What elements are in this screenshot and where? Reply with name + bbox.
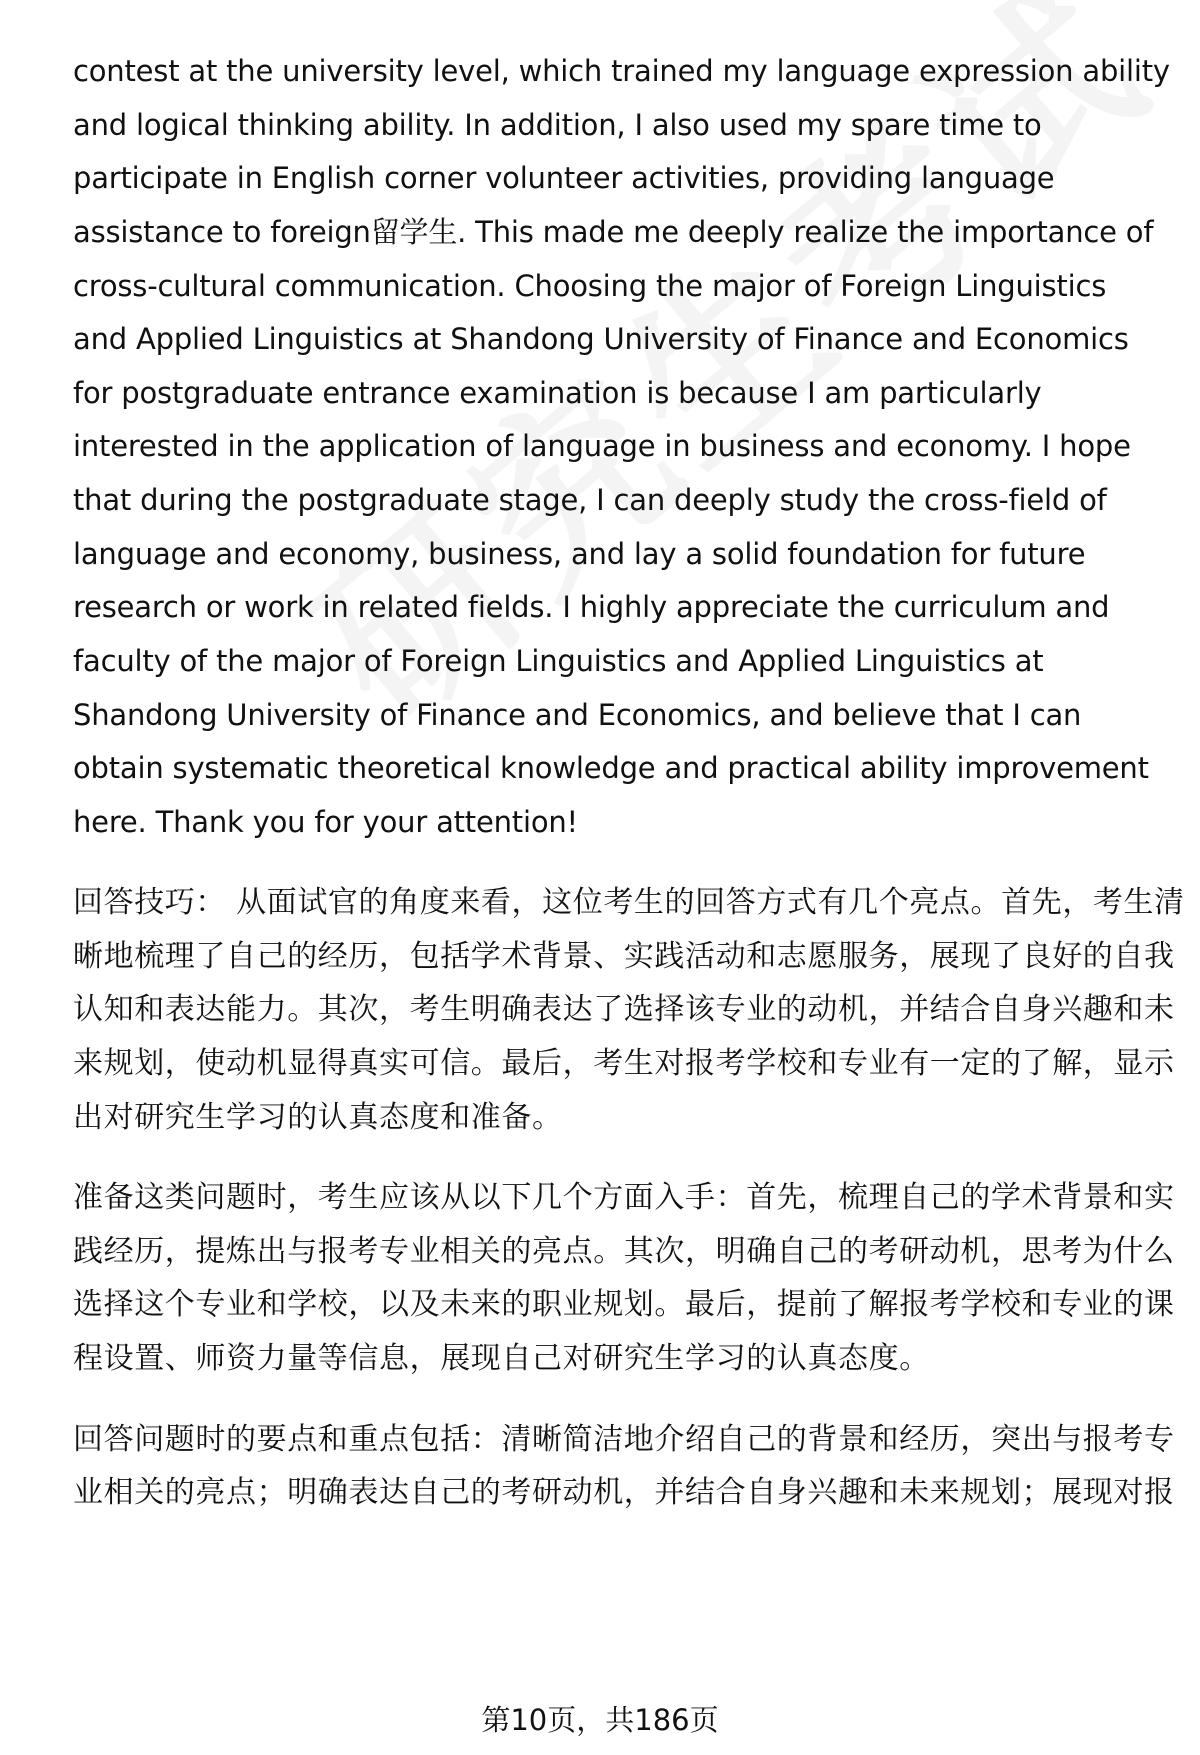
english-paragraph-line: for postgraduate entrance examination is because I am particularly bbox=[73, 376, 1042, 410]
english-paragraph-line: contest at the university level, which trained my language expression ability bbox=[73, 54, 1170, 88]
prep-paragraph-line: 准备这类问题时，考生应该从以下几个方面入手：首先，梳理自己的学术背景和实 bbox=[73, 1180, 1175, 1215]
page-footer: 第10页，共186页 bbox=[481, 1703, 719, 1737]
english-paragraph-line: that during the postgraduate stage, I can deeply study the cross-field of bbox=[73, 483, 1107, 517]
tips-paragraph-line: 回答技巧： 从面试官的角度来看，这位考生的回答方式有几个亮点。首先，考生清 bbox=[73, 885, 1185, 920]
english-paragraph-line: language and economy, business, and lay a solid foundation for future bbox=[73, 537, 1086, 571]
keypoints-paragraph-line: 回答问题时的要点和重点包括：清晰简洁地介绍自己的背景和经历，突出与报考专 bbox=[73, 1422, 1175, 1457]
english-paragraph-line: obtain systematic theoretical knowledge and practical ability improvement bbox=[73, 751, 1149, 785]
english-paragraph-line: research or work in related fields. I highly appreciate the curriculum and bbox=[73, 590, 1110, 624]
english-paragraph-line: Shandong University of Finance and Economics, and believe that I can bbox=[73, 698, 1082, 732]
english-paragraph-line: cross-cultural communication. Choosing the major of Foreign Linguistics bbox=[73, 269, 1107, 303]
english-paragraph-line: and logical thinking ability. In addition, I also used my spare time to bbox=[73, 108, 1042, 142]
english-paragraph-line: assistance to foreign留学生. This made me deeply realize the importance of bbox=[73, 215, 1154, 249]
english-paragraph-line: faculty of the major of Foreign Linguistics and Applied Linguistics at bbox=[73, 644, 1044, 678]
english-paragraph-line: and Applied Linguistics at Shandong University of Finance and Economics bbox=[73, 322, 1129, 356]
english-paragraph-line: interested in the application of language in business and economy. I hope bbox=[73, 429, 1131, 463]
tips-paragraph-line: 出对研究生学习的认真态度和准备。 bbox=[73, 1100, 563, 1135]
keypoints-paragraph-line: 业相关的亮点；明确表达自己的考研动机，并结合自身兴趣和未来规划；展现对报 bbox=[73, 1475, 1175, 1510]
tips-paragraph-line: 晰地梳理了自己的经历，包括学术背景、实践活动和志愿服务，展现了良好的自我 bbox=[73, 939, 1175, 974]
english-paragraph-line: participate in English corner volunteer activities, providing language bbox=[73, 161, 1055, 195]
prep-paragraph-line: 践经历，提炼出与报考专业相关的亮点。其次，明确自己的考研动机，思考为什么 bbox=[73, 1234, 1175, 1269]
prep-paragraph-line: 程设置、师资力量等信息，展现自己对研究生学习的认真态度。 bbox=[73, 1341, 930, 1376]
tips-paragraph-line: 认知和表达能力。其次，考生明确表达了选择该专业的动机，并结合自身兴趣和未 bbox=[73, 992, 1175, 1027]
tips-paragraph-line: 来规划，使动机显得真实可信。最后，考生对报考学校和专业有一定的了解，显示 bbox=[73, 1046, 1175, 1081]
prep-paragraph-line: 选择这个专业和学校，以及未来的职业规划。最后，提前了解报考学校和专业的课 bbox=[73, 1287, 1175, 1322]
english-paragraph-line: here. Thank you for your attention! bbox=[73, 805, 578, 839]
